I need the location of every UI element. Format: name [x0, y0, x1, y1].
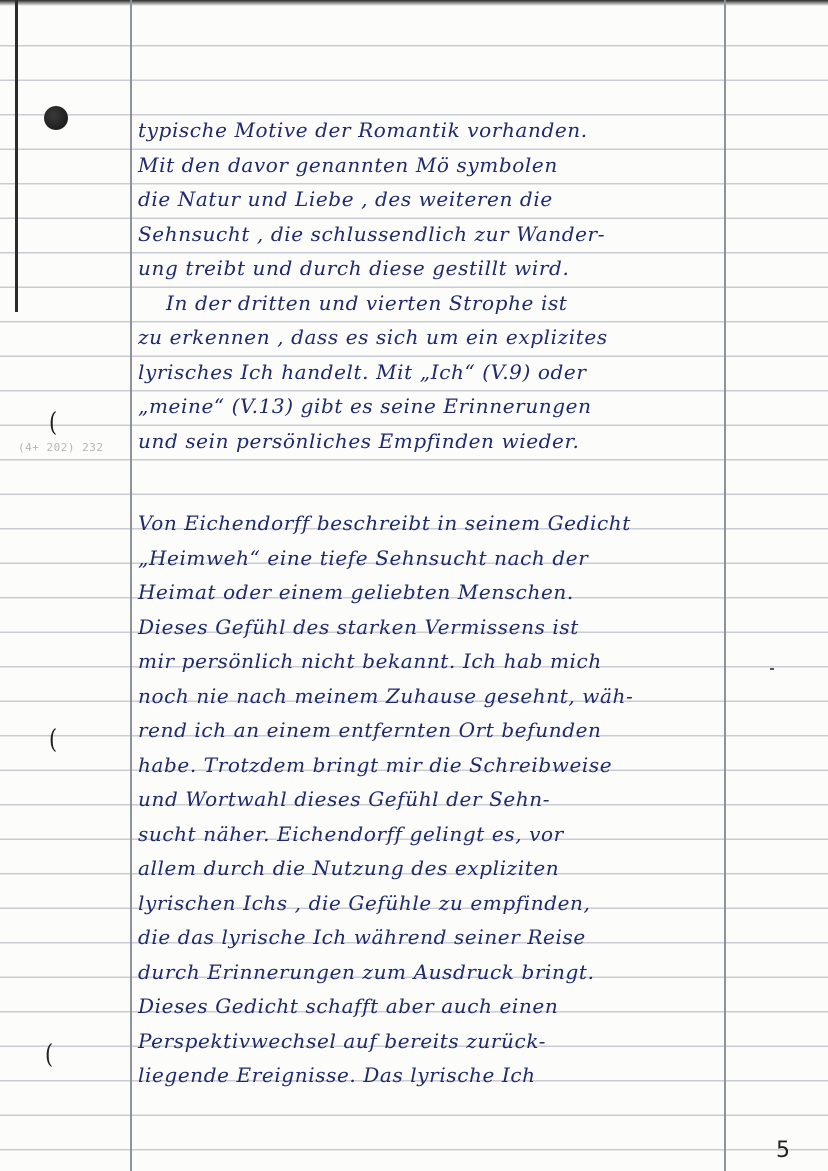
paragraph-2 [138, 506, 724, 1093]
binder-ring-icon: ( [49, 408, 58, 438]
text-line: und Wortwahl dieses Gefühl der Sehn- [138, 787, 551, 811]
left-margin-line [130, 0, 132, 1171]
text-line: die das lyrische Ich während seiner Reise [138, 925, 586, 949]
text-line: „meine“ (V.13) gibt es seine Erinnerungen [138, 394, 592, 418]
text-line: Mit den davor genannten Mö symbolen [138, 152, 558, 177]
text-line: allem durch die Nutzung des expliziten [138, 856, 560, 880]
text-line: Von Eichendorff beschreibt in seinem Gedicht [138, 511, 631, 535]
text-line: zu erkennen , dass es sich um ein explizites [138, 325, 608, 349]
page-number: 5 [776, 1138, 790, 1163]
text-line: „Heimweh“ eine tiefe Sehnsucht nach der [138, 545, 589, 570]
margin-note: (4+ 202) 232 [18, 441, 104, 454]
text-line: noch nie nach meinem Zuhause gesehnt, wäh- [138, 683, 634, 708]
punch-hole-icon [44, 106, 68, 130]
text-line: Dieses Gedicht schafft aber auch einen [138, 994, 559, 1018]
paper-edge [15, 0, 18, 312]
text-line: typische Motive der Romantik vorhanden. [138, 118, 588, 142]
text-line: Heimat oder einem geliebten Menschen. [138, 580, 574, 604]
paragraph-1 [138, 113, 724, 458]
page-top-shadow [0, 0, 828, 6]
text-line: habe. Trotzdem bringt mir die Schreibweise [138, 752, 613, 777]
right-margin-line [724, 0, 726, 1171]
text-line: liegende Ereignisse. Das lyrische Ich [138, 1063, 536, 1087]
text-line: lyrischen Ichs , die Gefühle zu empfinden, [138, 890, 591, 915]
text-line: sucht näher. Eichendorff gelingt es, vor [138, 821, 564, 846]
text-line: Perspektivwechsel auf bereits zurück- [138, 1028, 547, 1053]
text-line: rend ich an einem entfernten Ort befunden [138, 718, 602, 742]
text-line: durch Erinnerungen zum Ausdruck bringt. [138, 959, 595, 984]
text-line: die Natur und Liebe , des weiteren die [138, 187, 553, 211]
binder-ring-icon: ( [49, 725, 58, 755]
text-line: und sein persönliches Empfinden wieder. [138, 428, 580, 453]
text-line: Dieses Gefühl des starken Vermissens ist [138, 614, 579, 639]
binder-ring-icon: ( [45, 1040, 54, 1070]
text-line: ung treibt und durch diese gestillt wird. [138, 256, 570, 280]
text-line: lyrisches Ich handelt. Mit „Ich“ (V.9) oder [138, 359, 587, 384]
text-line: Sehnsucht , die schlussendlich zur Wander- [138, 221, 606, 246]
stray-pen-mark [770, 668, 774, 670]
text-line: mir persönlich nicht bekannt. Ich hab mich [138, 649, 602, 673]
text-line: In der dritten und vierten Strophe ist [166, 290, 568, 315]
